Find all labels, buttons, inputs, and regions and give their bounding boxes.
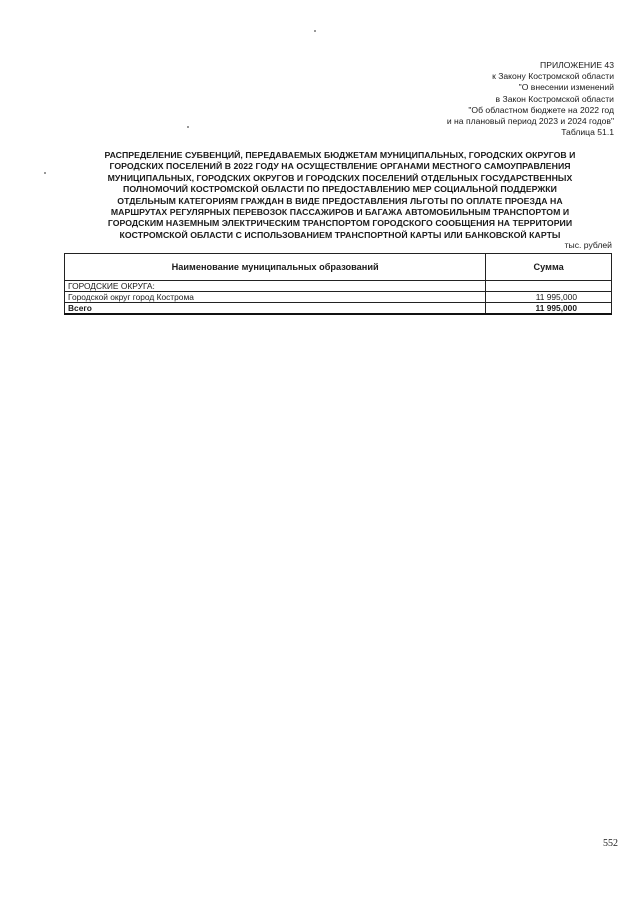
row-name: Городской округ город Кострома	[65, 292, 486, 303]
header-line: "О внесении изменений	[518, 82, 614, 93]
total-label: Всего	[65, 303, 486, 315]
total-sum: 11 995,000	[486, 303, 612, 315]
table-header-row	[65, 254, 612, 281]
appendix-header	[447, 60, 614, 138]
scan-speck	[314, 30, 316, 32]
page-number: 552	[603, 838, 618, 849]
header-line: в Закон Костромской области	[495, 93, 614, 104]
total-row	[65, 303, 612, 315]
column-header-name: Наименование муниципальных образований	[65, 254, 486, 281]
scan-speck	[187, 126, 189, 128]
title-line: МАРШРУТАХ РЕГУЛЯРНЫХ ПЕРЕВОЗОК ПАССАЖИРОВ И БАГАЖА АВТОМОБИЛЬНЫМ ТРАНСПОРТОМ И	[110, 207, 570, 218]
title-line: РАСПРЕДЕЛЕНИЕ СУБВЕНЦИЙ, ПЕРЕДАВАЕМЫХ БЮДЖЕТАМ МУНИЦИПАЛЬНЫХ, ГОРОДСКИХ ОКРУГОВ И	[104, 150, 576, 160]
header-line: "Об областном бюджете на 2022 год	[468, 104, 614, 115]
header-line: к Закону Костромской области	[492, 71, 614, 82]
document-title	[70, 150, 610, 241]
table-row	[65, 292, 612, 303]
column-header-sum: Сумма	[486, 254, 612, 281]
title-line: ПОЛНОМОЧИЙ КОСТРОМСКОЙ ОБЛАСТИ ПО ПРЕДОСТАВЛЕНИЮ МЕР СОЦИАЛЬНОЙ ПОДДЕРЖКИ	[123, 184, 557, 195]
header-line: и на плановый период 2023 и 2024 годов"	[446, 116, 614, 127]
scan-speck	[44, 172, 46, 174]
header-line: Таблица 51.1	[561, 127, 614, 138]
title-line: КОСТРОМСКОЙ ОБЛАСТИ С ИСПОЛЬЗОВАНИЕМ ТРАНСПОРТНОЙ КАРТЫ ИЛИ БАНКОВСКОЙ КАРТЫ	[119, 229, 561, 240]
title-line: МУНИЦИПАЛЬНЫХ, ГОРОДСКИХ ОКРУГОВ И ГОРОДСКИХ ПОСЕЛЕНИЙ ОТДЕЛЬНЫХ ГОСУДАРСТВЕННЫХ	[107, 172, 573, 183]
table-row	[65, 281, 612, 292]
row-sum: 11 995,000	[486, 292, 612, 303]
title-line: ГОРОДСКИХ ПОСЕЛЕНИЙ В 2022 ГОДУ НА ОСУЩЕСТВЛЕНИЕ ОРГАНАМИ МЕСТНОГО САМОУПРАВЛЕНИЯ	[109, 161, 571, 172]
header-line: ПРИЛОЖЕНИЕ 43	[540, 60, 614, 70]
title-line: ГОРОДСКИМ НАЗЕМНЫМ ЭЛЕКТРИЧЕСКИМ ТРАНСПОРТОМ ГОРОДСКОГО СООБЩЕНИЯ НА ТЕРРИТОРИИ	[107, 218, 573, 229]
row-sum	[486, 281, 612, 292]
subsidy-table	[64, 253, 612, 315]
row-name: ГОРОДСКИЕ ОКРУГА:	[65, 281, 486, 292]
units-label: тыс. рублей	[564, 240, 612, 250]
title-line: ОТДЕЛЬНЫМ КАТЕГОРИЯМ ГРАЖДАН В ВИДЕ ПРЕДОСТАВЛЕНИЯ ЛЬГОТЫ ПО ОПЛАТЕ ПРОЕЗДА НА	[117, 195, 563, 206]
